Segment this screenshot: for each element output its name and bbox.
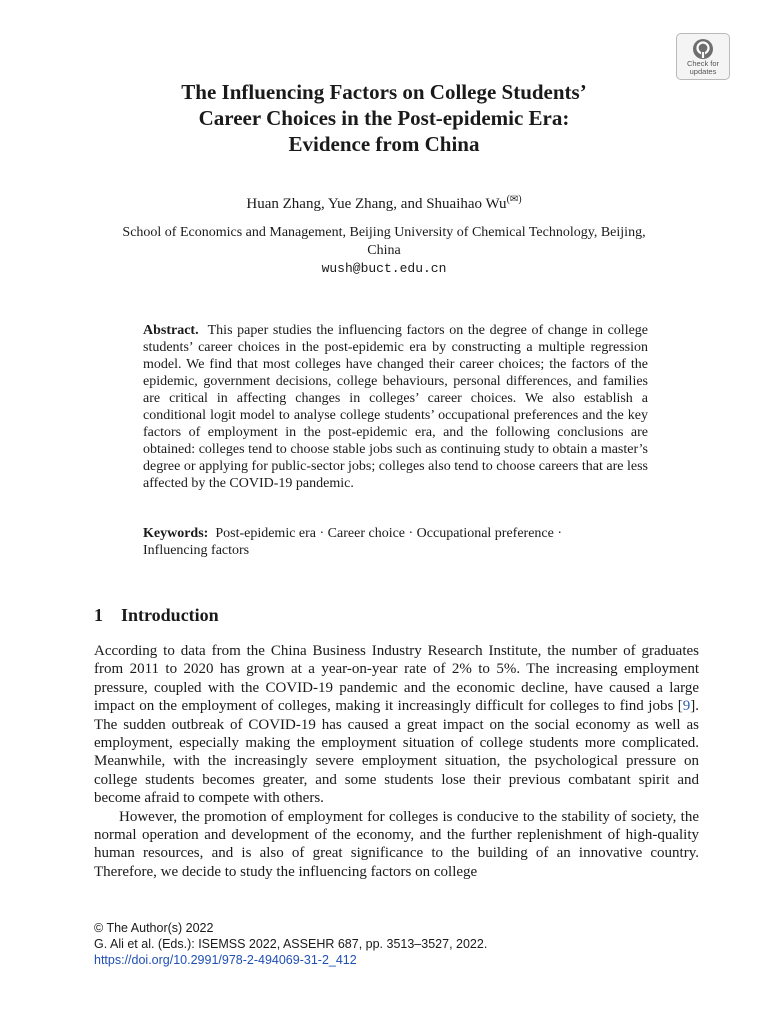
footer: [94, 920, 699, 968]
affiliation-line-2: China: [367, 243, 401, 258]
title-line-3: Evidence from China: [288, 132, 480, 156]
keywords-line-1: Post-epidemic era · Career choice · Occupational preference ·: [215, 526, 563, 541]
affiliation-line-1: School of Economics and Management, Beijing University of Chemical Technology, Beijing,: [122, 225, 646, 240]
body-text: [94, 642, 699, 881]
paragraph: According to data from the China Business Industry Research Institute, the number of graduates from 2011 to 2020 has grown at a year-on-year rate of 2% to 5%. The increasing employment pressure, coupled with the COVID-19 pandemic and the economic decline, have caused a large impact on the employment of colleges, making it increasingly difficult for colleges to find jobs [9]. The sudden outbreak of COVID-19 has caused a great impact on the social economy as well as employment, especially making the employment situation of college students more complicated. Meanwhile, with the increasingly severe employment situation, the psychological pressure on college students becomes greater, and some students lose their previous combatant spirit and become afraid to compete with others.: [94, 643, 699, 807]
doi-link[interactable]: https://doi.org/10.2991/978-2-494069-31-2_412: [94, 953, 357, 967]
check-for-updates-badge[interactable]: [676, 33, 730, 80]
abstract-heading: Abstract.: [143, 323, 199, 338]
corresponding-author-mark: (✉): [506, 194, 522, 205]
check-for-updates-icon: [692, 38, 714, 60]
keywords-heading: Keywords:: [143, 526, 209, 541]
keywords-line-2: Influencing factors: [143, 543, 250, 558]
copyright-notice: © The Author(s) 2022: [94, 921, 214, 935]
keywords: [143, 525, 648, 559]
paper-title: [100, 79, 668, 157]
author-names: Huan Zhang, Yue Zhang, and Shuaihao Wu: [246, 196, 507, 212]
badge-label: Check for updates: [686, 59, 720, 76]
title-line-1: The Influencing Factors on College Students’: [181, 80, 587, 104]
abstract-text: This paper studies the influencing factors on the degree of change in college students’ career choices in the post-epidemic era by constructing a multiple regression model. We find that most colleges have changed their career choices; the factors of the epidemic, government decisions, college behaviours, personal differences, and families are critical in affecting changes in colleges’ career choices. We also establish a conditional logit model to analyse college students’ occupational preferences and the key factors of employment in the post-epidemic era, and the following conclusions are obtained: colleges tend to choose stable jobs such as continuing study to obtain a master’s degree or applying for public-sector jobs; colleges also tend to choose careers that are less affected by the COVID-19 pandemic.: [143, 323, 649, 491]
section-heading: [94, 603, 219, 627]
section-number: 1: [94, 605, 103, 625]
citation-info: G. Ali et al. (Eds.): ISEMSS 2022, ASSEHR 687, pp. 3513–3527, 2022.: [94, 937, 488, 951]
author-email[interactable]: wush@buct.edu.cn: [321, 261, 447, 276]
abstract: [143, 322, 648, 492]
title-line-2: Career Choices in the Post-epidemic Era:: [198, 106, 570, 130]
section-title: Introduction: [121, 605, 219, 625]
affiliation: [100, 224, 668, 260]
citation-link[interactable]: 9: [682, 698, 691, 715]
paragraph: However, the promotion of employment for colleges is conducive to the stability of society, the normal operation and development of the economy, and the further replenishment of high-quality human resources, and is also of great significance to the building of an innovative country. Therefore, we decide to study the influencing factors on college: [94, 808, 699, 880]
author-list: [100, 190, 668, 214]
